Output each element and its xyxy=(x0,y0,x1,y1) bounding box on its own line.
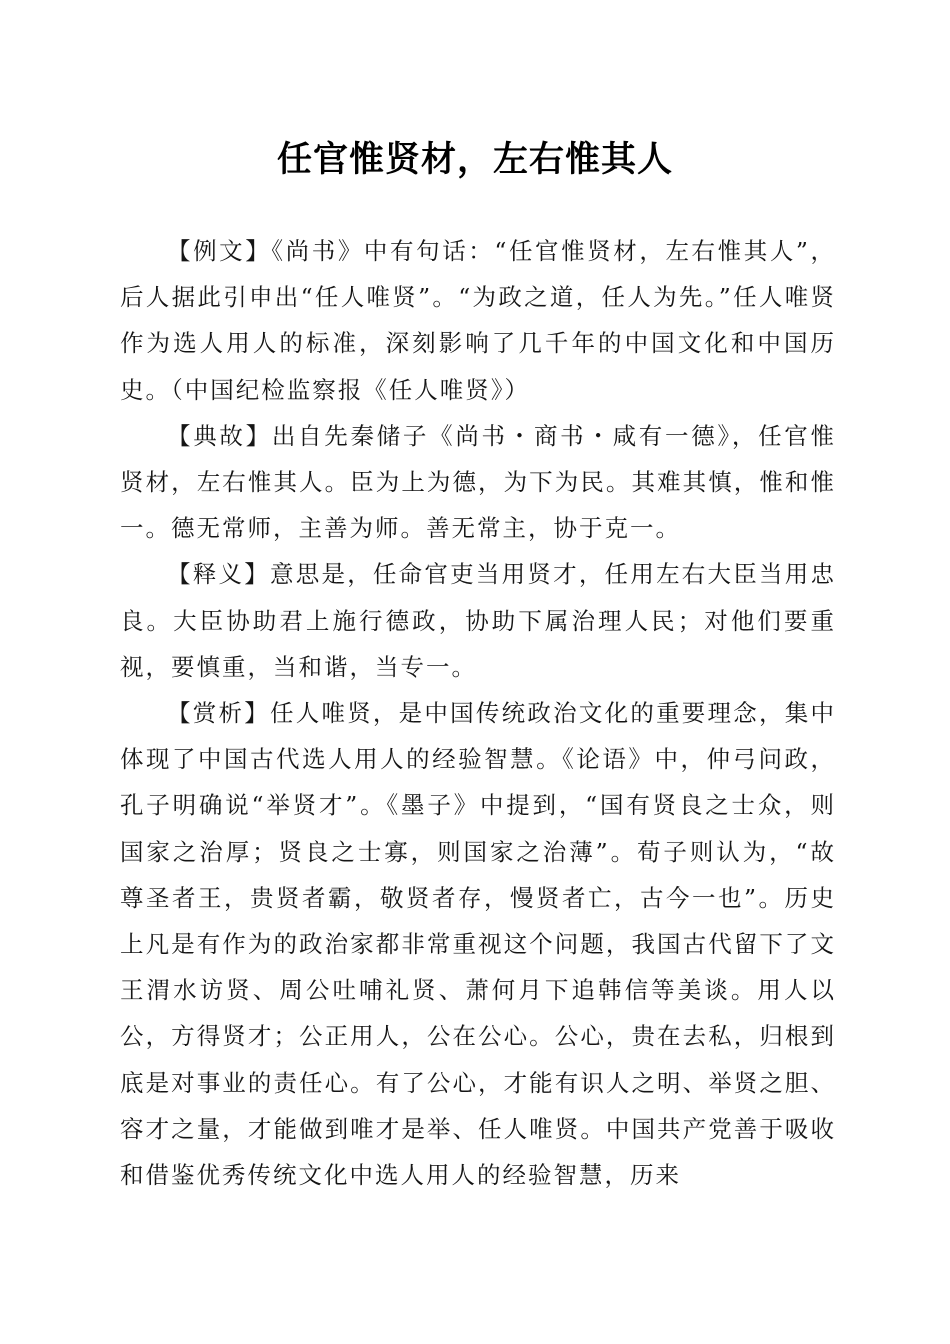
section-tag-appreciation: 【赏析】 xyxy=(167,699,270,728)
section-tag-allusion: 【典故】 xyxy=(167,421,272,450)
paragraph-interpretation xyxy=(120,551,836,690)
paragraph-example xyxy=(120,228,836,413)
paragraph-text-interpretation: 意思是，任命官吏当用贤才，任用左右大臣当用忠良。大臣协助君上施行德政，协助下属治理人民；对他们要重视，要慎重，当和谐，当专一。 xyxy=(120,560,837,681)
paragraph-allusion xyxy=(120,413,836,552)
paragraph-appreciation xyxy=(120,690,836,1198)
document-title: 任官惟贤材，左右惟其人 xyxy=(276,139,673,180)
section-tag-interpretation: 【释义】 xyxy=(167,560,270,589)
paragraph-text-allusion: 出自先秦储子《尚书・商书・咸有一德》，任官惟贤材，左右惟其人。臣为上为德，为下为民。其难其慎，惟和惟一。德无常师，主善为师。善无常主，协于克一。 xyxy=(120,421,837,543)
paragraph-text-appreciation: 任人唯贤，是中国传统政治文化的重要理念，集中体现了中国古代选人用人的经验智慧。《论语》中，仲弓问政，孔子明确说“举贤才”。《墨子》中提到，“国有贤良之士众，则国家之治厚；贤良之士寡，则国家之治薄”。荀子则认为，“故尊圣者王，贵贤者霸，敬贤者存，慢贤者亡，古今一也”。历史上凡是有作为的政治家都非常重视这个问题，我国古代留下了文王渭水访贤、周公吐哺礼贤、萧何月下追韩信等美谈。用人以公，方得贤才；公正用人，公在公心。公心，贵在去私，归根到底是对事业的责任心。有了公心，才能有识人之明、举贤之胆、容才之量，才能做到唯才是举、任人唯贤。中国共产党善于吸收和借鉴优秀传统文化中选人用人的经验智慧，历来 xyxy=(120,699,837,1190)
document-body xyxy=(120,228,836,1198)
paragraph-text-example: 《尚书》中有句话：“任官惟贤材，左右惟其人”，后人据此引申出“任人唯贤”。“为政之道，任人为先。”任人唯贤作为选人用人的标准，深刻影响了几千年的中国文化和中国历史。（中国纪检监察报《任人唯贤》） xyxy=(120,237,836,404)
section-tag-example: 【例文】 xyxy=(167,237,272,265)
